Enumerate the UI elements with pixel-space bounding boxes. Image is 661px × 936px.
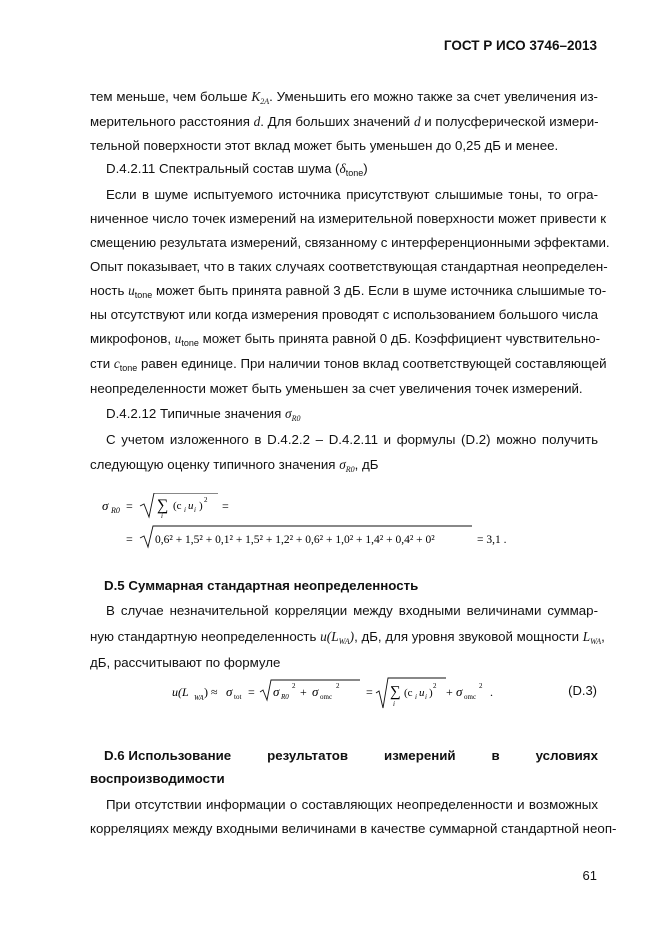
svg-text:∑: ∑ [390, 684, 401, 700]
svg-text:=: = [126, 532, 133, 546]
paragraph-line: дБ, рассчитывают по формуле [90, 655, 281, 670]
svg-text:σ: σ [273, 684, 280, 699]
svg-text:+: + [446, 685, 453, 699]
paragraph-line: тем меньше, чем больше $K_{2A}$. Уменьшить его можно также за счет увеличения из- [90, 89, 598, 106]
paragraph-line: ны отсутствуют или когда измерения проводят с использованием большого числа [90, 307, 598, 322]
svg-text:(c: (c [173, 500, 182, 512]
svg-text:omc: omc [464, 693, 477, 701]
paragraph-line: В случае незначительной корреляции между входными величинами суммар- [106, 603, 598, 618]
svg-text:=: = [366, 685, 373, 699]
paragraph-line: сти $c_{tone}$ равен единице. При наличии тонов вклад соответствующей составляющей [90, 356, 607, 373]
svg-text:i: i [393, 700, 395, 708]
running-header: ГОСТ Р ИСО 3746–2013 [443, 38, 597, 53]
svg-text:2: 2 [204, 496, 208, 504]
svg-text:=: = [222, 499, 229, 513]
subsection-heading: D.4.2.12 Типичные значения $\sigma_{R0}$ [106, 406, 301, 423]
svg-text:u(L: u(L [172, 685, 189, 699]
paragraph-line: Опыт показывает, что в таких случаях соответствующая стандартная неопределен- [90, 259, 608, 274]
paragraph-line: корреляциях между входными величинами в качестве суммарной стандартной неоп- [90, 821, 617, 836]
paragraph-line: При отсутствии информации о составляющих неопределенности и возможных [106, 797, 598, 812]
svg-text:2: 2 [292, 682, 296, 690]
svg-text:2: 2 [336, 682, 340, 690]
formula-radicals [100, 493, 530, 553]
svg-text:i: i [161, 512, 163, 520]
equation-number: (D.3) [568, 683, 597, 698]
svg-text:2: 2 [479, 682, 483, 690]
svg-text:=: = [126, 499, 133, 513]
svg-text:R0: R0 [281, 693, 289, 701]
svg-text:2: 2 [433, 682, 437, 690]
svg-text:): ) [429, 687, 433, 699]
svg-text:∑: ∑ [157, 497, 169, 514]
paragraph-line: Если в шуме испытуемого источника присутствуют слышимые тоны, то огра- [106, 187, 598, 202]
formula-d3 [170, 676, 470, 720]
svg-text:): ) [199, 500, 203, 512]
svg-text:tot: tot [234, 693, 242, 701]
page-number: 61 [582, 868, 597, 883]
svg-text:R0: R0 [111, 506, 120, 515]
paragraph-line: следующую оценку типичного значения $\sigma_{R0}$, дБ [90, 457, 379, 474]
svg-text:+: + [300, 685, 307, 699]
svg-text:i: i [425, 693, 427, 701]
paragraph-line: смещению результата измерений, связанному с интерференционными эффектами. [90, 235, 610, 250]
paragraph-line: микрофонов, $u_{tone}$ может быть принята равной 0 дБ. Коэффициент чувствительно- [90, 331, 601, 348]
paragraph-line: неопределенности может быть уменьшен за счет увеличения точек измерений. [90, 381, 583, 396]
formula-d3-tail [446, 676, 506, 720]
subsection-heading: D.4.2.11 Спектральный состав шума $(\delta_{tone})$ [106, 161, 368, 178]
symbol-k2a: $K_{2A}$ [251, 89, 270, 106]
formula-sigma-r0 [100, 493, 530, 557]
svg-text:omc: omc [320, 693, 333, 701]
svg-text:i: i [184, 506, 186, 514]
paragraph-line: ность $u_{tone}$ может быть принята равной 3 дБ. Если в шуме источника слышимые то- [90, 283, 607, 300]
formula-result: = 3,1 . [477, 534, 507, 546]
paragraph-line: мерительного расстояния d. Для больших значений d и полусферической измери- [90, 114, 599, 129]
section-heading-d6-cont: воспроизводимости [90, 771, 225, 786]
svg-text:u: u [188, 500, 194, 512]
svg-text:i: i [194, 506, 196, 514]
svg-text:σ: σ [226, 684, 233, 699]
svg-text:(c: (c [404, 687, 413, 699]
svg-text:=: = [248, 685, 255, 699]
svg-text:σ: σ [102, 498, 109, 513]
section-heading-d5: D.5 Суммарная стандартная неопределенность [104, 578, 419, 593]
svg-text:) ≈: ) ≈ [204, 685, 218, 699]
formula-tail-svg [446, 676, 506, 716]
paragraph-line: С учетом изложенного в D.4.2.2 – D.4.2.11 и формулы (D.2) можно получить [106, 432, 598, 447]
svg-text:σ: σ [312, 684, 319, 699]
section-heading-d6: D.6 Использование результатов измерений в условиях [104, 748, 598, 763]
paragraph-line: ниченное число точек измерений на измерительной поверхности может привести к [90, 211, 607, 226]
formula-combined-uncertainty [170, 676, 470, 716]
svg-text:WA: WA [194, 694, 204, 702]
svg-text:.: . [490, 685, 493, 699]
paragraph-line: ную стандартную неопределенность $u(L_{WA})$, дБ, для уровня звуковой мощности $L_{WA}$, [90, 629, 605, 646]
formula-terms: 0,6² + 1,5² + 0,1² + 1,5² + 1,2² + 0,6² + 1,0² + 1,4² + 0,4² + 0² [155, 534, 435, 546]
paragraph-line: тельной поверхности этот вклад может быть уменьшен до 0,25 дБ и менее. [90, 138, 559, 153]
svg-text:σ: σ [456, 684, 463, 699]
svg-text:i: i [415, 693, 417, 701]
svg-text:u: u [419, 687, 425, 699]
